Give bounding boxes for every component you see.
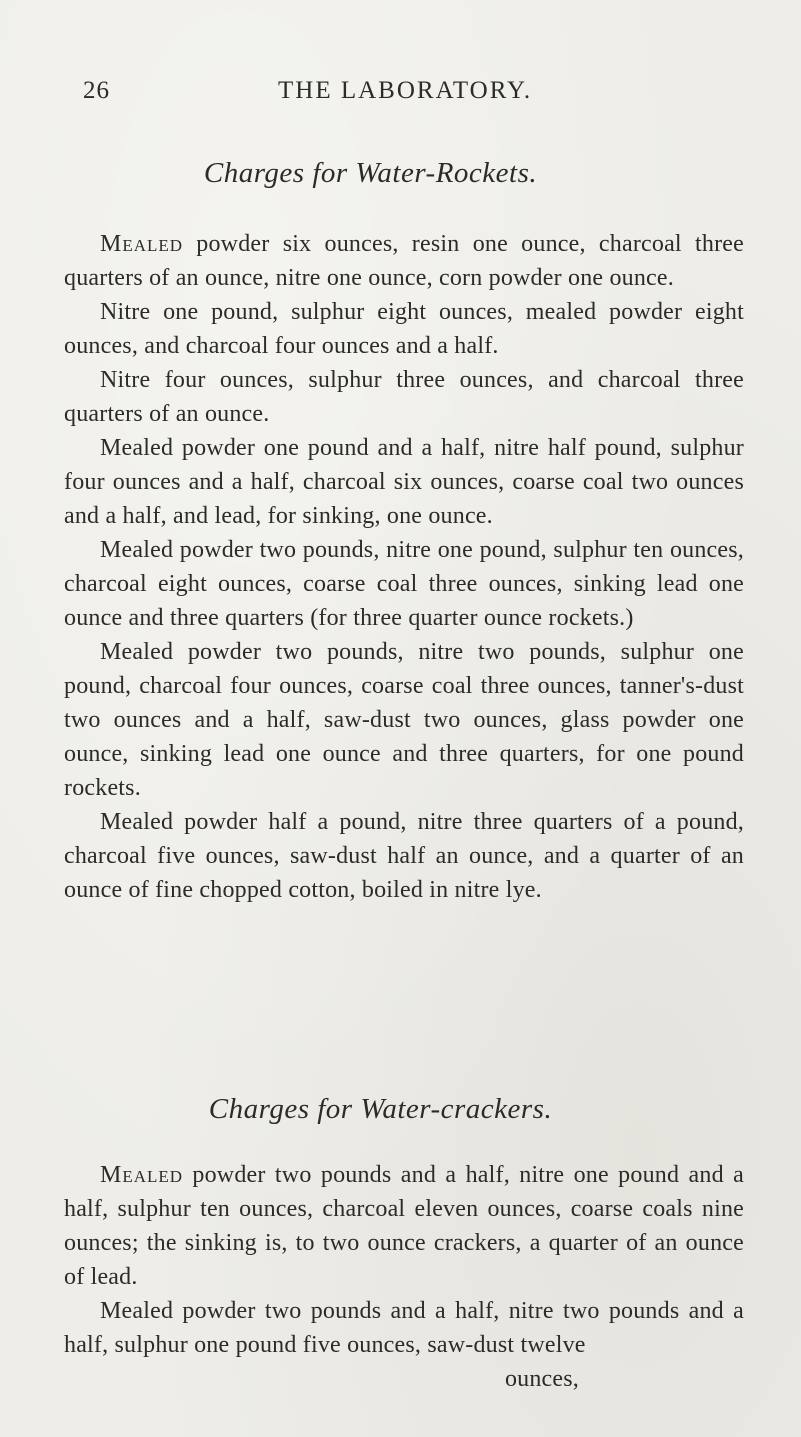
paragraph xyxy=(64,227,744,295)
paragraph xyxy=(64,635,744,805)
paragraph-text: Mealed powder half a pound, nitre three quarters of a pound, charcoal five ounces, saw-dust half an ounce, and a quarter of an ounce of fine chopped cotton, boiled in nitre lye. xyxy=(64,809,744,903)
paragraph-text: Nitre four ounces, sulphur three ounces, and charcoal three quarters of an ounce. xyxy=(64,367,744,427)
paragraph-text: powder six ounces, resin one ounce, charcoal three quarters of an ounce, nitre one ounce, corn powder one ounce. xyxy=(64,231,744,291)
paragraph-lead: Mealed xyxy=(100,231,184,257)
paragraph-text: Mealed powder two pounds, nitre two pounds, sulphur one pound, charcoal four ounces, coarse coal three ounces, tanner's-dust two ounces and a half, saw-dust two ounces, glass powder one ounce, sinking lead one ounce and three quarters, for one pound rockets. xyxy=(64,639,744,801)
paragraph-text: Mealed powder one pound and a half, nitre half pound, sulphur four ounces and a half, charcoal six ounces, coarse coal two ounces and a half, and lead, for sinking, one ounce. xyxy=(64,435,744,529)
page-number: 26 xyxy=(83,77,110,104)
section-heading-water-crackers: Charges for Water-crackers. xyxy=(208,1093,553,1125)
paragraph xyxy=(64,533,744,635)
paragraph-text: Mealed powder two pounds and a half, nitre two pounds and a half, sulphur one pound five ounces, saw-dust twelve xyxy=(64,1298,744,1358)
section-body-water-rockets xyxy=(64,227,744,907)
running-head xyxy=(83,77,733,113)
paragraph xyxy=(64,295,744,363)
paragraph xyxy=(64,431,744,533)
section-body-water-crackers xyxy=(64,1158,744,1396)
running-title: THE LABORATORY. xyxy=(278,77,533,104)
section-heading-water-rockets: Charges for Water-Rockets. xyxy=(203,157,538,189)
paragraph xyxy=(64,1294,744,1362)
paragraph xyxy=(64,363,744,431)
paragraph-lead: Mealed xyxy=(100,1162,184,1188)
paragraph-text: powder two pounds and a half, nitre one pound and a half, sulphur ten ounces, charcoal eleven ounces, coarse coals nine ounces; the sinking is, to two ounce crackers, a quarter of an ounce of lead. xyxy=(64,1162,744,1290)
catchword: ounces, xyxy=(504,1366,579,1392)
paragraph xyxy=(64,1158,744,1294)
paragraph xyxy=(64,805,744,907)
paragraph-text: Nitre one pound, sulphur eight ounces, mealed powder eight ounces, and charcoal four ounces and a half. xyxy=(64,299,744,359)
paragraph-text: Mealed powder two pounds, nitre one pound, sulphur ten ounces, charcoal eight ounces, coarse coal three ounces, sinking lead one ounce and three quarters (for three quarter ounce rockets.) xyxy=(64,537,744,631)
